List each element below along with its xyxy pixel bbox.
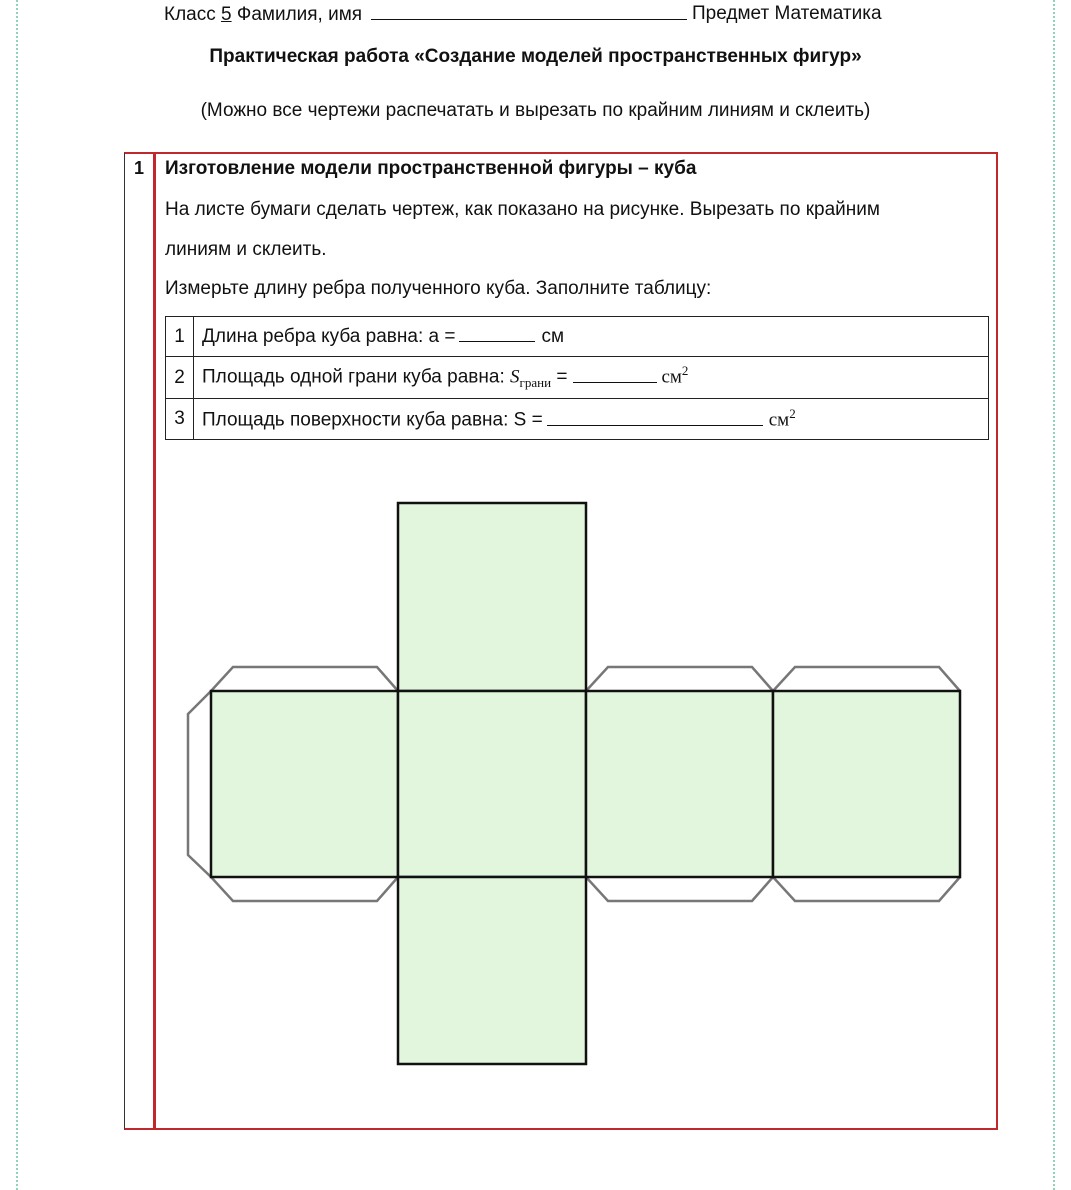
- cube-face: [398, 877, 586, 1064]
- class-value: 5: [221, 4, 232, 25]
- unit-power: 2: [789, 406, 796, 422]
- glue-tab: [211, 667, 398, 691]
- glue-tab: [773, 877, 960, 901]
- cube-faces: [211, 503, 960, 1064]
- task-number: 1: [134, 158, 145, 178]
- glue-tab: [773, 667, 960, 691]
- row-text: Площадь одной грани куба равна:: [202, 366, 505, 388]
- glue-tab: [586, 667, 773, 691]
- row-unit: см: [541, 325, 565, 347]
- page-subtitle: (Можно все чертежи распечатать и вырезать по крайним линиям и склеить): [200, 100, 871, 121]
- cube-face: [586, 691, 773, 877]
- name-label: Фамилия, имя: [236, 4, 363, 25]
- s-subscript: грани: [519, 375, 552, 391]
- task-heading: Изготовление модели пространственной фигуры – куба: [165, 158, 697, 179]
- equals-sign: =: [556, 366, 568, 388]
- row-number: 3: [166, 399, 194, 440]
- unit-power: 2: [681, 363, 689, 379]
- row-text: Площадь поверхности куба равна: S =: [202, 409, 543, 431]
- subject-label: Предмет Математика: [692, 3, 882, 24]
- row-unit: см: [768, 409, 790, 431]
- task-paragraph-line2: линиям и склеить.: [165, 239, 327, 260]
- row-unit: см: [661, 366, 682, 388]
- row-text: Длина ребра куба равна: а =: [202, 325, 456, 347]
- glue-tab: [211, 877, 398, 901]
- glue-tab: [586, 877, 773, 901]
- task-instruction: Измерьте длину ребра полученного куба. Заполните таблицу:: [165, 278, 712, 299]
- class-label: Класс: [164, 4, 216, 25]
- task-paragraph-line1: На листе бумаги сделать чертеж, как показано на рисунке. Вырезать по крайним: [165, 199, 880, 220]
- page-title: Практическая работа «Создание моделей пространственных фигур»: [209, 46, 862, 67]
- row-number: 2: [166, 357, 194, 399]
- cube-face: [398, 691, 586, 877]
- cube-face: [398, 503, 586, 691]
- row-number: 1: [166, 317, 194, 357]
- s-symbol: S: [510, 366, 520, 388]
- cube-face: [211, 691, 398, 877]
- glue-tab: [188, 691, 211, 877]
- cube-face: [773, 691, 960, 877]
